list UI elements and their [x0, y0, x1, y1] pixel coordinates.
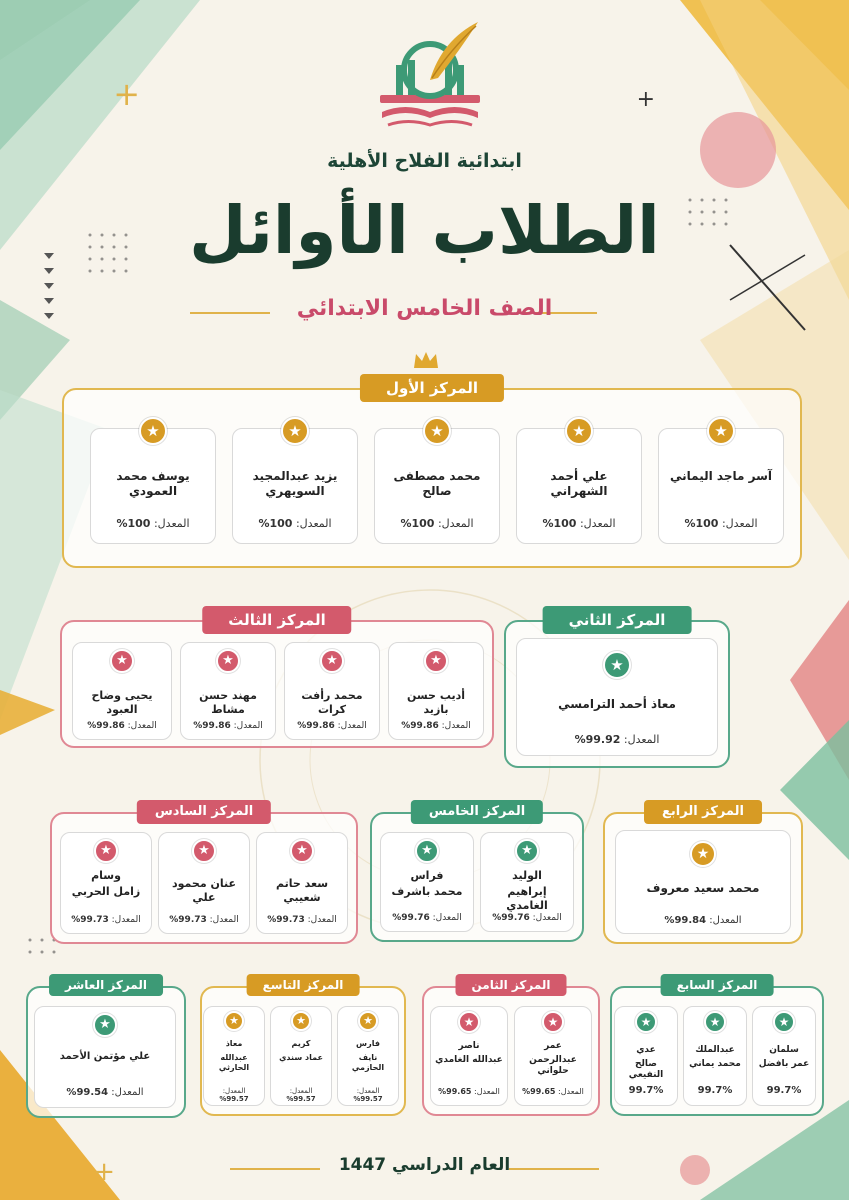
student-average: المعدل: 99.73%: [267, 915, 337, 925]
star-icon: ★: [139, 417, 167, 445]
student-name-last: محمد باشرف: [391, 885, 463, 898]
star-icon: ★: [707, 417, 735, 445]
rank-10-title: المركز العاشر: [49, 974, 163, 996]
star-icon: ★: [290, 839, 314, 863]
rank-1-section: [62, 379, 802, 568]
star-icon: ★: [603, 651, 631, 679]
star-icon: ★: [458, 1011, 480, 1033]
student-average: المعدل: 99.86%: [297, 721, 367, 731]
svg-text:+: +: [113, 75, 140, 113]
student-card: [374, 422, 500, 544]
student-name-first: عبدالملك: [695, 1045, 735, 1055]
student-average: المعدل: 100%: [116, 517, 190, 530]
student-card: [388, 642, 484, 740]
student-average: المعدل: 99.76%: [392, 913, 462, 923]
student-name: أديب حسن بازيد: [406, 689, 466, 716]
star-icon: ★: [93, 1013, 117, 1037]
student-name-first: كريم: [291, 1039, 311, 1048]
star-icon: ★: [358, 1011, 378, 1031]
star-icon: ★: [690, 841, 716, 867]
student-card: [270, 1006, 332, 1106]
student-card: [380, 832, 474, 932]
student-card: [72, 642, 172, 740]
student-card: [158, 832, 250, 934]
student-name-first: وسام: [91, 869, 121, 882]
student-name: يزيد عبدالمجيد السويهري: [252, 469, 338, 498]
student-card: [516, 638, 718, 756]
student-card: [615, 830, 791, 934]
page-title: الطلاب الأوائل: [189, 192, 660, 269]
student-name: عنان محمود علي: [171, 877, 236, 904]
rank-2-section: [504, 611, 730, 768]
svg-text:+: +: [93, 1157, 115, 1187]
student-card: [34, 1006, 176, 1108]
grade-title: الصف الخامس الابتدائي: [296, 296, 553, 321]
student-name-first: سلمان: [769, 1045, 799, 1055]
star-icon: ★: [110, 649, 134, 673]
student-average: المعدل: 99.86%: [193, 721, 263, 731]
student-name-last: صالح النفيعي: [628, 1059, 664, 1081]
star-icon: ★: [423, 417, 451, 445]
student-name-first: عدي: [636, 1045, 656, 1055]
student-average: المعدل: 99.92%: [574, 733, 660, 746]
star-icon: ★: [635, 1011, 657, 1033]
star-icon: ★: [192, 839, 216, 863]
student-card: [337, 1006, 399, 1106]
student-name-last: عبدالله الحارثي: [218, 1053, 250, 1072]
student-name-first: فارس: [356, 1039, 380, 1048]
rank-3-section: [60, 611, 494, 748]
star-icon: ★: [542, 1011, 564, 1033]
rank-6-title: المركز السادس: [137, 800, 271, 824]
star-icon: ★: [291, 1011, 311, 1031]
student-name: محمد سعيد معروف: [646, 881, 760, 895]
student-card: [203, 1006, 265, 1106]
student-card: [514, 1006, 592, 1106]
student-average: المعدل: 99.54%: [66, 1087, 144, 1098]
student-name-last: عبدالله الغامدي: [435, 1055, 503, 1065]
student-card: [516, 422, 642, 544]
rank-5-section: [370, 804, 584, 942]
star-icon: ★: [773, 1011, 795, 1033]
student-card: [752, 1006, 816, 1106]
rank-6-section: [50, 804, 358, 944]
star-icon: ★: [415, 839, 439, 863]
student-name: آسر ماجد اليماني: [670, 469, 772, 483]
student-card: [256, 832, 348, 934]
student-average: المعدل: 99.86%: [401, 721, 471, 731]
student-average: المعدل: 99.65%: [522, 1087, 584, 1096]
star-icon: ★: [515, 839, 539, 863]
student-card: [614, 1006, 678, 1106]
student-name-last: محمد يماني: [689, 1059, 741, 1069]
rank-3-title: المركز الثالث: [202, 606, 351, 634]
star-icon: ★: [424, 649, 448, 673]
student-card: [284, 642, 380, 740]
rank-1-title: المركز الأول: [360, 374, 504, 402]
rank-10-section: [26, 978, 186, 1118]
student-name: علي أحمد الشهراني: [550, 469, 608, 498]
student-average: المعدل: 99.73%: [71, 915, 141, 925]
student-name-first: معاذ: [225, 1039, 243, 1048]
star-icon: ★: [704, 1011, 726, 1033]
student-average: المعدل: 100%: [542, 517, 616, 530]
student-name: محمد رأفت كرات: [301, 689, 363, 716]
header: [0, 0, 849, 340]
student-name-first: عمر: [544, 1041, 562, 1051]
rank-9-title: المركز التاسع: [247, 974, 360, 996]
student-card: [658, 422, 784, 544]
rank-4-section: [603, 804, 803, 944]
star-icon: ★: [216, 649, 240, 673]
student-name-first: فراس: [410, 869, 444, 882]
student-average: المعدل: 99.57%: [286, 1087, 316, 1103]
student-name: معاذ أحمد الترامسي: [558, 697, 676, 711]
academic-year: العام الدراسي 1447: [338, 1155, 511, 1175]
school-name: ابتدائية الفلاح الأهلية: [327, 150, 522, 172]
student-name-last: عماد سندي: [279, 1053, 323, 1062]
student-average: 99.7%: [697, 1085, 733, 1096]
student-average: 99.7%: [628, 1085, 664, 1096]
student-name-last: زامل الحربي: [71, 885, 141, 898]
student-card: [60, 832, 152, 934]
student-card: [90, 422, 216, 544]
student-name-last: إبراهيم الغامدي: [506, 885, 548, 912]
star-icon: ★: [565, 417, 593, 445]
rank-4-title: المركز الرابع: [644, 800, 762, 824]
student-average: المعدل: 99.86%: [87, 721, 157, 731]
footer: [0, 1155, 849, 1185]
rank-8-section: [422, 978, 600, 1116]
student-name: سعد حاتم شعيبي: [275, 877, 329, 904]
student-name-first: الوليد: [512, 869, 542, 882]
student-card: [180, 642, 276, 740]
student-average: المعدل: 100%: [684, 517, 758, 530]
student-name-last: نايف الحازمي: [351, 1053, 385, 1072]
student-card: [430, 1006, 508, 1106]
star-icon: ★: [281, 417, 309, 445]
school-logo: [380, 20, 480, 145]
student-average: المعدل: 99.57%: [219, 1087, 249, 1103]
student-name: مهند حسن مشاط: [199, 689, 257, 716]
student-average: 99.7%: [766, 1085, 802, 1096]
student-name-last: عبدالرحمن حلواني: [529, 1055, 577, 1077]
student-average: المعدل: 100%: [400, 517, 474, 530]
student-average: المعدل: 99.84%: [664, 915, 742, 926]
rank-5-title: المركز الخامس: [411, 800, 543, 824]
student-name: محمد مصطفى صالح: [393, 469, 481, 498]
rank-7-title: المركز السابع: [661, 974, 774, 996]
student-name-first: ناصر: [458, 1041, 480, 1051]
student-card: [683, 1006, 747, 1106]
student-name: يوسف محمد العمودي: [116, 469, 190, 498]
student-average: المعدل: 99.65%: [438, 1087, 500, 1096]
grade-row: [0, 296, 849, 332]
crown-icon: [412, 350, 440, 370]
star-icon: ★: [224, 1011, 244, 1031]
svg-text:+: +: [636, 87, 655, 112]
rank-2-title: المركز الثاني: [543, 606, 692, 634]
student-card: [232, 422, 358, 544]
star-icon: ★: [320, 649, 344, 673]
student-name: علي مؤتمن الأحمد: [59, 1051, 151, 1062]
rank-8-title: المركز الثامن: [455, 974, 566, 996]
star-icon: ★: [94, 839, 118, 863]
student-name-last: عمر بافضل: [758, 1059, 810, 1069]
student-average: المعدل: 100%: [258, 517, 332, 530]
student-average: المعدل: 99.73%: [169, 915, 239, 925]
student-average: المعدل: 99.57%: [353, 1087, 383, 1103]
rank-7-section: [610, 978, 824, 1116]
student-card: [480, 832, 574, 932]
rank-9-section: [200, 978, 406, 1116]
student-name: يحيى وضاح العبود: [91, 689, 153, 716]
student-average: المعدل: 99.76%: [492, 913, 562, 923]
